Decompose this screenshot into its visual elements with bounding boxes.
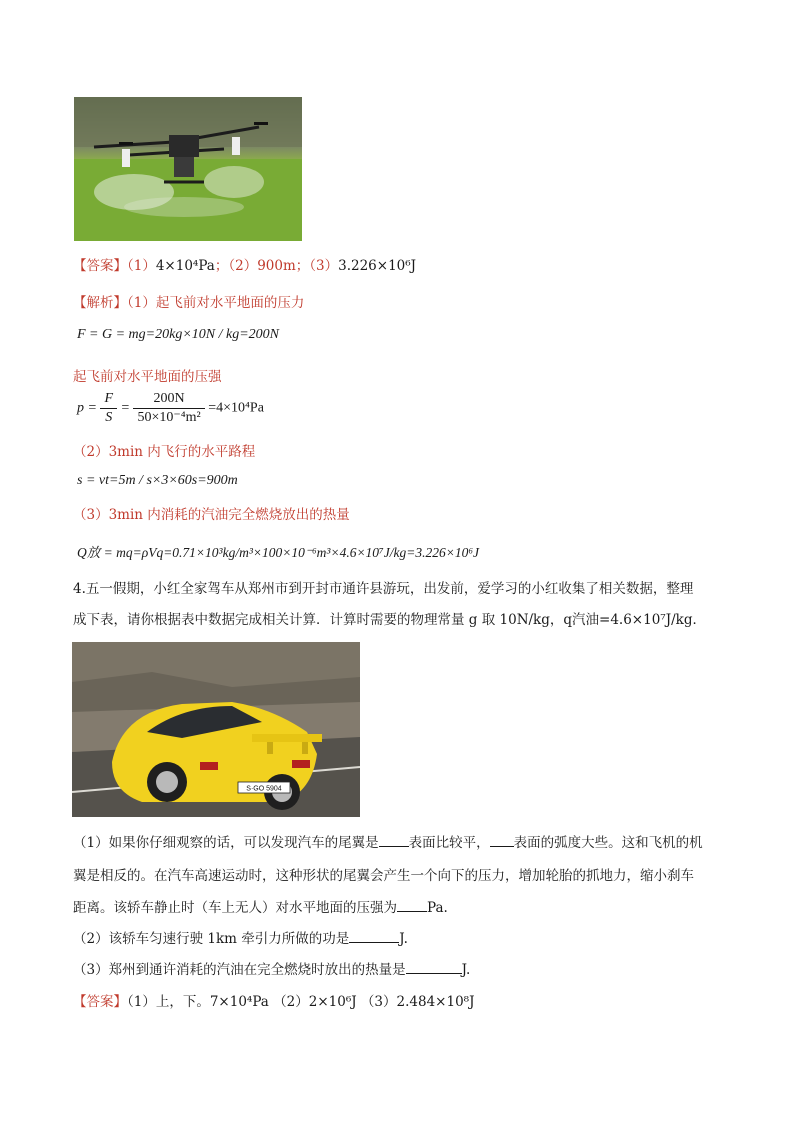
analysis-tag: 【解析】 [73,295,127,311]
analysis-line-1 [73,293,304,313]
subquestion1-line-1 [73,833,703,853]
sq2-unit: J. [399,931,408,947]
analysis-part3-heading: （3）3min 内消耗的汽油完全燃烧放出的热量 [73,507,350,523]
answer-part2: ；（2）900m；（3） [214,258,339,274]
answer-line-1 [73,256,416,276]
sq1-line3-b: Pa. [427,900,448,916]
blank-work [349,942,399,943]
eq2-left: p = [77,400,97,416]
eq2-right: =4×10⁴Pa [208,400,264,416]
blank-pressure [397,911,427,912]
equation-heat: Q放 = mq=ρVq=0.71×10³kg/m³×100×10⁻⁶m³×4.6×10⁷J/kg=3.226×10⁶J [77,545,480,560]
equation-distance: s = vt=5m / s×3×60s=900m [77,473,238,488]
fraction-f-over-s [100,390,117,427]
fraction-values [133,390,204,427]
sq1-part-a: （1）如果你仔细观察的话，可以发现汽车的尾翼是 [73,835,379,851]
answer-part1-value: 4×10⁴Pa [155,258,215,274]
answer2-text: （1）上，下。7×10⁴Pa （2）2×10⁶J （3）2.484×10⁸J [127,994,475,1010]
answer2-tag: 【答案】 [73,994,127,1010]
sq3-unit: J. [461,962,471,978]
answer-tag: 【答案】 [73,258,127,274]
fraction-s: S [105,410,113,425]
blank-upper-lower-1 [379,846,409,847]
analysis-part1-heading: （1）起飞前对水平地面的压力 [127,295,305,311]
sq1-part-c: 表面的弧度大些。这和飞机的机 [513,835,703,851]
answer-part3-value: 3.226×10⁶J [338,258,417,274]
equation-pressure [77,390,264,427]
drone-spraying-field-icon [74,97,302,241]
drone-photo [74,97,302,241]
fraction-f: F [100,390,117,409]
eq2-equals: = [120,400,130,416]
question4-line-2: 成下表，请你根据表中数据完成相关计算．计算时需要的物理常量 g 取 10N/kg，q汽油=4.6×10⁷J/kg． [73,612,706,628]
fraction-numerator: 200N [133,390,204,409]
analysis-part2-heading: （2）3min 内飞行的水平路程 [73,444,256,460]
answer2 [73,992,474,1012]
fraction-denominator: 50×10⁻⁴m² [137,410,201,425]
subquestion1-line-3 [73,898,448,918]
car-photo [72,642,360,817]
license-plate: S·GO 5904 [246,785,282,793]
question4-line-1: 4.五一假期，小红全家驾车从郑州市到开封市通许县游玩，出发前，爱学习的小红收集了相关数据，整理 [73,581,694,597]
subquestion3 [73,960,470,980]
analysis-pressure-heading: 起飞前对水平地面的压强 [73,369,222,385]
yellow-sports-car-icon [72,642,360,817]
equation-force: F = G = mg=20kg×10N / kg=200N [77,327,280,342]
blank-upper-lower-2 [490,846,514,847]
subquestion2 [73,929,408,949]
blank-heat [406,973,462,974]
subquestion1-line-2: 翼是相反的。在汽车高速运动时，这种形状的尾翼会产生一个向下的压力，增加轮胎的抓地力，缩小刹车 [73,868,694,884]
sq2-text: （2）该轿车匀速行驶 1km 牵引力所做的功是 [73,931,350,947]
sq3-text: （3）郑州到通许消耗的汽油在完全燃烧时放出的热量是 [73,962,406,978]
sq1-part-b: 表面比较平， [408,835,490,851]
answer-part1-label: （1） [127,258,156,274]
sq1-line3-a: 距离。该轿车静止时（车上无人）对水平地面的压强为 [73,900,397,916]
